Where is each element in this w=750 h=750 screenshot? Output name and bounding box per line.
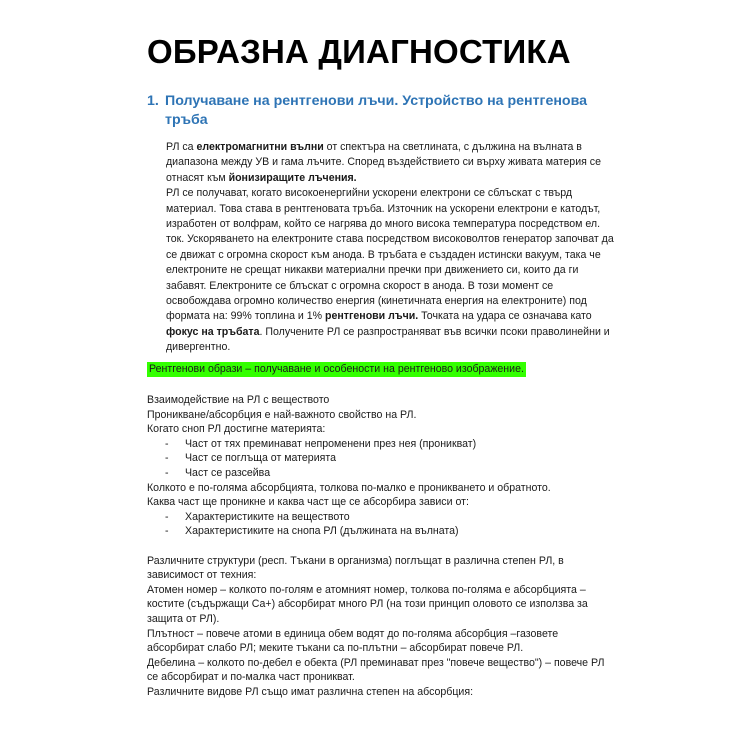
content-text	[147, 393, 617, 699]
list-item	[147, 466, 617, 481]
text-run: от спектъра на светлината, с дължина на вълната в диапазона между УВ и гама лъчите. Според въздействието си върху живата материя се отнасят към	[166, 141, 601, 184]
bullet-dash-icon: -	[165, 525, 169, 538]
list-item-text: Характеристиките на веществото	[185, 510, 350, 523]
bullet-dash-icon: -	[165, 437, 169, 450]
list-item-text: Част от тях преминават непроменени през нея (проникват)	[185, 437, 477, 450]
document-title: ОБРАЗНА ДИАГНОСТИКА	[147, 33, 571, 70]
text-paragraph: Дебелина – колкото по-дебел е обекта (РЛ преминават през "повече вещество") – повече РЛ се абсорбират и по-малка част проникват.	[147, 656, 605, 684]
list-item	[147, 437, 617, 452]
section-heading	[147, 92, 617, 130]
intro-paragraph-2	[166, 186, 616, 355]
bold-term: електромагнитни вълни	[196, 141, 324, 153]
text-run: РЛ са	[166, 141, 197, 153]
list-item-text: Характеристиките на снопа РЛ (дължината на вълната)	[185, 525, 459, 538]
text-paragraph: Различните структури (респ. Тъкани в организма) поглъщат в различна степен РЛ, в зависимост от техния:	[147, 554, 564, 582]
section-heading-line1: Получаване на рентгенови лъчи. Устройство на рентгенова	[165, 93, 588, 109]
list-item-text: Част се поглъща от материята	[185, 452, 336, 465]
text-paragraph: Атомен номер – колкото по-голям е атомният номер, толкова по-голяма е абсорбцията – костите (съдържащи Са+) абсорбират много РЛ (на този принцип оловото се използва за защита от РЛ).	[147, 583, 588, 625]
bullet-dash-icon: -	[165, 510, 169, 523]
text-line: Взаимодействие на РЛ с веществото	[147, 394, 330, 406]
highlighted-subheading: Рентгенови образи – получаване и особености на рентгеново изображение.	[149, 363, 524, 375]
bullet-dash-icon: -	[165, 452, 169, 465]
text-line: Колкото е по-голяма абсорбцията, толкова по-малко е проникването и обратното.	[147, 481, 551, 494]
text-line: Проникване/абсорбция е най-важното свойство на РЛ.	[147, 408, 417, 421]
text-run: . Получените РЛ се разпространяват във всички псоки праволинейни и дивергентно.	[166, 325, 610, 354]
bold-term: фокус на тръбата	[166, 325, 260, 338]
text-run: Точката на удара се означава като	[418, 310, 592, 323]
intro-paragraph-1	[166, 140, 616, 186]
intro-text	[166, 140, 616, 356]
bullet-dash-icon: -	[165, 466, 169, 479]
text-paragraph: Различните видове РЛ също имат различна степен на абсорбция:	[147, 685, 474, 698]
list-item	[147, 451, 617, 466]
bold-term: рентгенови лъчи.	[325, 310, 419, 323]
paragraph-spacer	[147, 539, 617, 554]
list-item	[147, 524, 617, 539]
text-run: РЛ се получават, когато високоенергийни ускорени електрони се сблъскат с твърд материал. Това става в рентгеновата тръба. Източник на ускорени електрони е катодът, изработен от волфрам, който се нагрява до много висока температура посредством ел. ток. Ускоряването на електроните става посредством високоволтов генератор започват да се движат с огромна скорост към анода. В тръбата е създаден истински вакуум, така че електроните не срещат никакви материални пречки при движението си, които да ги забавят. Електроните се блъскат с огромна скорост в анода. В този момент се освобождава огромно количество енергия (кинетичната енергия на електроните) под формата на: 99% топлина и 1%	[166, 187, 614, 323]
list-item-text: Част се разсейва	[185, 466, 271, 479]
text-paragraph: Плътност – повече атоми в единица обем водят до по-голяма абсорбция –газовете абсорбират слабо РЛ; меките тъкани са по-плътни – абсорбират повече РЛ.	[147, 627, 559, 655]
list-item	[147, 510, 617, 525]
bold-term: йонизиращите лъчения.	[228, 171, 357, 184]
section-number: 1.	[147, 93, 159, 109]
section-heading-line2: тръба	[165, 112, 208, 128]
text-line: Каква част ще проникне и каква част ще се абсорбира зависи от:	[147, 496, 469, 509]
text-line: Когато сноп РЛ достигне материята:	[147, 423, 326, 436]
